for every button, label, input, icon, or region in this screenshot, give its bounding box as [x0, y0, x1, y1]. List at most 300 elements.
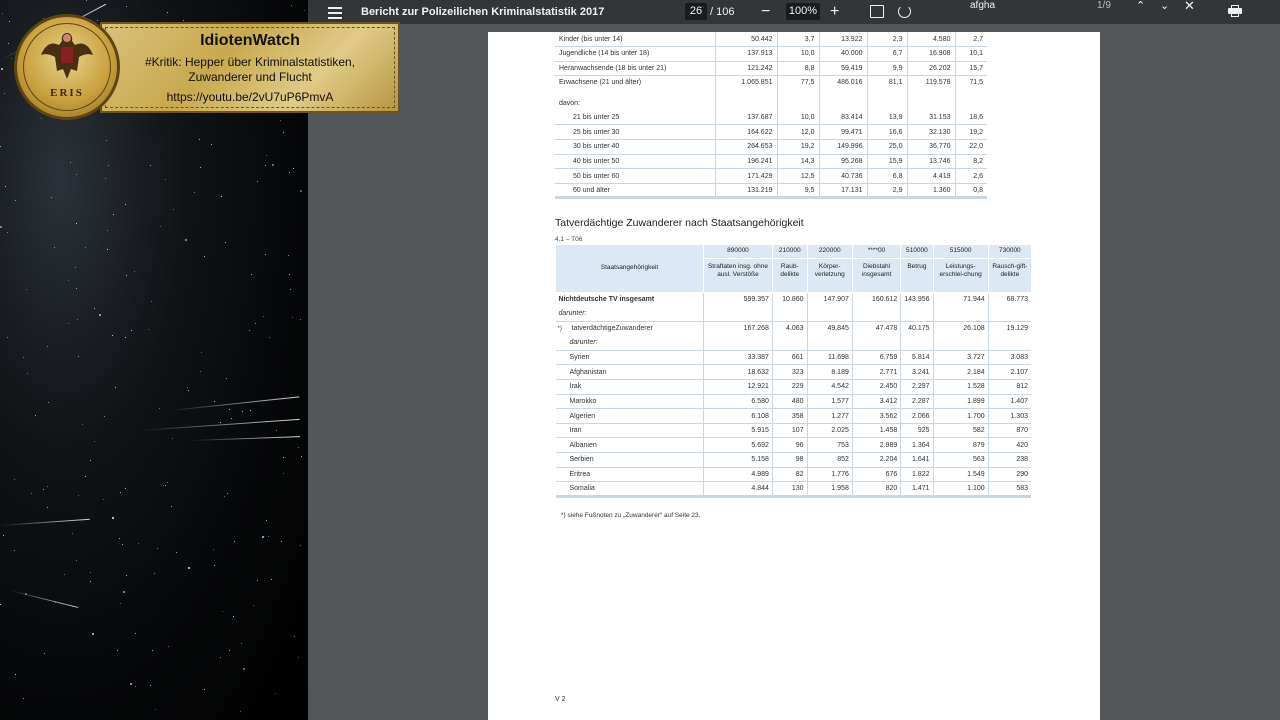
- star: [293, 168, 294, 169]
- table-cell: 18.632: [704, 365, 773, 380]
- table-cell: 599.357: [704, 292, 773, 307]
- table-cell: 9,9: [867, 61, 907, 76]
- table-row: [555, 125, 987, 140]
- table-cell: [715, 96, 777, 111]
- table-cell: 2.297: [901, 380, 933, 395]
- table-cell: 149.996: [819, 140, 867, 155]
- star: [257, 181, 258, 182]
- table-cell: 2.771: [852, 365, 900, 380]
- table-cell: 661: [772, 350, 807, 365]
- eris-logo: [14, 14, 120, 120]
- table-cell: [901, 307, 933, 322]
- star: [94, 308, 95, 309]
- star: [266, 155, 267, 156]
- star: [160, 226, 161, 227]
- document-title: Bericht zur Polizeilichen Kriminalstatistik 2017: [361, 6, 605, 18]
- star: [300, 319, 301, 320]
- star: [125, 488, 126, 489]
- star: [76, 174, 77, 175]
- table-cell: 22,0: [955, 140, 987, 155]
- row-label: Afghanistan: [556, 365, 704, 380]
- star: [227, 493, 228, 494]
- star: [112, 517, 114, 519]
- star: [48, 402, 49, 403]
- table-cell: [852, 307, 900, 322]
- table-cell: 10,0: [777, 110, 819, 125]
- table-cell: 96: [772, 438, 807, 453]
- star: [300, 545, 301, 546]
- find-close-icon[interactable]: ✕: [1184, 0, 1195, 13]
- star: [283, 473, 284, 474]
- footnote-marker: *): [557, 326, 562, 333]
- table-cell: 36.770: [907, 140, 955, 155]
- table-row: [555, 76, 987, 96]
- table-cell: 1.303: [988, 409, 1031, 424]
- table-cell: 137.913: [715, 47, 777, 62]
- table-cell: 13.922: [819, 32, 867, 47]
- star: [229, 409, 230, 410]
- table-row: [556, 467, 1032, 482]
- table-row: [555, 169, 987, 184]
- star: [265, 254, 266, 255]
- row-label: Irak: [556, 380, 704, 395]
- star: [214, 565, 215, 566]
- star: [167, 482, 168, 483]
- column-header: Diebstahl insgesamt: [852, 258, 900, 292]
- table-cell: 12,0: [777, 125, 819, 140]
- star: [85, 247, 86, 248]
- column-code: 515000: [933, 245, 988, 258]
- star: [301, 456, 302, 457]
- zoom-in-button[interactable]: +: [830, 3, 840, 20]
- star: [135, 633, 136, 634]
- star: [240, 711, 241, 712]
- table-cell: [867, 96, 907, 111]
- table-cell: 3.241: [901, 365, 933, 380]
- star: [233, 616, 234, 617]
- table-cell: 925: [901, 423, 933, 438]
- table-cell: [807, 336, 852, 351]
- table-cell: 1.776: [807, 467, 852, 482]
- table-cell: 31.153: [907, 110, 955, 125]
- star: [187, 387, 188, 388]
- page-number-input[interactable]: 26: [685, 3, 707, 20]
- star: [77, 319, 78, 320]
- column-code: 730000: [988, 245, 1031, 258]
- star: [294, 636, 295, 637]
- row-label: Kinder (bis unter 14): [555, 32, 715, 47]
- star: [194, 192, 195, 193]
- row-label: davon:: [559, 99, 581, 107]
- star: [176, 552, 177, 553]
- star: [188, 390, 189, 391]
- pdf-toolbar: [308, 0, 1280, 24]
- table-cell: 323: [772, 365, 807, 380]
- star: [47, 507, 48, 508]
- star: [283, 457, 284, 458]
- table-cell: 16,6: [867, 125, 907, 140]
- star: [226, 378, 227, 379]
- table-cell: [933, 336, 988, 351]
- star: [224, 496, 225, 497]
- star: [92, 633, 94, 635]
- table-cell: 486.016: [819, 76, 867, 96]
- row-label: Erwachsene (21 und älter): [559, 79, 642, 87]
- table-cell: [819, 96, 867, 111]
- star: [0, 226, 2, 228]
- table-row: [556, 321, 1032, 336]
- find-previous-icon[interactable]: ⌃: [1136, 0, 1146, 12]
- column-header: Körper-verletzung: [807, 258, 852, 292]
- star: [106, 140, 107, 141]
- table-cell: 19,2: [955, 125, 987, 140]
- table-row: [556, 409, 1032, 424]
- table-row: [556, 350, 1032, 365]
- table-cell: 2,9: [867, 183, 907, 198]
- zoom-input[interactable]: 100%: [786, 3, 820, 20]
- star: [15, 674, 16, 675]
- table-cell: 12.921: [704, 380, 773, 395]
- star: [15, 200, 16, 201]
- table-cell: 0,8: [955, 183, 987, 198]
- table-cell: 98: [772, 453, 807, 468]
- star: [188, 567, 190, 569]
- table-cell: 107: [772, 423, 807, 438]
- star: [253, 605, 254, 606]
- row-label: Nichtdeutsche TV insgesamt: [558, 296, 655, 304]
- table-cell: [907, 96, 955, 111]
- star: [64, 574, 65, 575]
- star: [14, 550, 15, 551]
- table-cell: [933, 307, 988, 322]
- table-cell: 852: [807, 453, 852, 468]
- table-cell: [901, 336, 933, 351]
- table-cell: 4.844: [704, 482, 773, 497]
- star: [276, 430, 277, 431]
- zoom-out-button[interactable]: −: [761, 3, 771, 20]
- star: [171, 506, 172, 507]
- row-label: darunter:: [556, 307, 704, 322]
- table-cell: 10,0: [777, 47, 819, 62]
- star: [90, 460, 91, 461]
- table-cell: 238: [988, 453, 1031, 468]
- star: [76, 288, 77, 289]
- eagle-figure-icon: [37, 27, 97, 85]
- table-cell: 131.219: [715, 183, 777, 198]
- star: [86, 0, 87, 1]
- star: [165, 485, 166, 486]
- table-cell: 1.364: [901, 438, 933, 453]
- star: [131, 330, 132, 331]
- table-cell: 1.700: [933, 409, 988, 424]
- table-cell: 33.387: [704, 350, 773, 365]
- star: [150, 165, 151, 166]
- table-cell: 2,6: [955, 169, 987, 184]
- table-row: [555, 32, 987, 47]
- star: [220, 422, 221, 423]
- star: [94, 441, 95, 442]
- table-cell: [777, 96, 819, 111]
- star: [107, 249, 108, 250]
- table-cell: 1.458: [852, 423, 900, 438]
- row-label-text: tatverdächtigeZuwanderer: [571, 325, 653, 333]
- table-cell: 2.204: [852, 453, 900, 468]
- table-row: [556, 307, 1032, 322]
- table-cell: 68.773: [988, 292, 1031, 307]
- star: [241, 643, 242, 644]
- table-cell: 1.577: [807, 394, 852, 409]
- star: [126, 575, 127, 576]
- column-code: 220000: [807, 245, 852, 258]
- table-row: [555, 110, 987, 125]
- star: [68, 280, 69, 281]
- star: [11, 58, 12, 59]
- table-cell: 1.277: [807, 409, 852, 424]
- star: [76, 223, 77, 224]
- star: [201, 352, 202, 353]
- star: [68, 323, 69, 324]
- star: [231, 418, 232, 419]
- logo-text: ERIS: [50, 87, 84, 99]
- star: [204, 689, 205, 690]
- table-cell: 2,3: [867, 32, 907, 47]
- rotate-icon[interactable]: [898, 5, 911, 18]
- star: [7, 337, 8, 338]
- table-cell: 164.622: [715, 125, 777, 140]
- star: [107, 230, 108, 231]
- table-row: [555, 47, 987, 62]
- table-cell: 77,5: [777, 76, 819, 96]
- star: [90, 581, 91, 582]
- star: [163, 485, 164, 486]
- row-label: darunter:: [556, 336, 704, 351]
- star: [234, 541, 235, 542]
- table-cell: 5.915: [704, 423, 773, 438]
- star: [26, 289, 27, 290]
- table-cell: 119.578: [907, 76, 955, 96]
- table-row: [556, 482, 1032, 497]
- star: [249, 330, 250, 331]
- star: [43, 489, 44, 490]
- table-cell: 8,2: [955, 154, 987, 169]
- star: [112, 335, 113, 336]
- star-streak: [10, 590, 78, 608]
- table-row: [555, 61, 987, 76]
- table-cell: 26.108: [933, 321, 988, 336]
- table-cell: 47.478: [852, 321, 900, 336]
- star: [122, 544, 123, 545]
- star: [125, 204, 126, 205]
- table-cell: 40.736: [819, 169, 867, 184]
- star: [292, 317, 293, 318]
- star: [199, 139, 200, 140]
- table-cell: 812: [988, 380, 1031, 395]
- star: [123, 591, 125, 593]
- star: [243, 668, 245, 670]
- table-cell: 137.687: [715, 110, 777, 125]
- star: [14, 479, 15, 480]
- table-cell: 290: [988, 467, 1031, 482]
- row-label: Jugendliche (14 bis unter 18): [555, 47, 715, 62]
- table-cell: 870: [988, 423, 1031, 438]
- star: [200, 167, 201, 168]
- star: [120, 492, 121, 493]
- star: [213, 549, 214, 550]
- star: [82, 424, 83, 425]
- star: [1, 68, 3, 70]
- footnote: *) siehe Fußnoten zu „Zuwanderer“ auf Seite 23.: [561, 512, 701, 519]
- table-row: [556, 365, 1032, 380]
- table-cell: 14,3: [777, 154, 819, 169]
- table-cell: 2.287: [901, 394, 933, 409]
- table-cell: 19,2: [777, 140, 819, 155]
- table-cell: 9,5: [777, 183, 819, 198]
- table-cell: 17.131: [819, 183, 867, 198]
- table-cell: 4.419: [907, 169, 955, 184]
- table-cell: 15,9: [867, 154, 907, 169]
- table-cell: 4.063: [772, 321, 807, 336]
- star: [154, 573, 155, 574]
- row-label: Iran: [556, 423, 704, 438]
- star: [104, 416, 105, 417]
- row-label: Syrien: [556, 350, 704, 365]
- star: [281, 541, 282, 542]
- find-result-count: 1/9: [1097, 0, 1111, 11]
- row-label: [556, 321, 704, 336]
- star-streak: [0, 519, 90, 526]
- star: [280, 120, 281, 121]
- star: [7, 232, 8, 233]
- star: [23, 357, 24, 358]
- table-cell: 5.814: [901, 350, 933, 365]
- table-cell: 81,1: [867, 76, 907, 96]
- find-input[interactable]: afgha: [970, 0, 996, 11]
- table-cell: [772, 307, 807, 322]
- star: [275, 693, 276, 694]
- table-cell: 160.612: [852, 292, 900, 307]
- table-cell: 676: [852, 467, 900, 482]
- table-cell: [772, 336, 807, 351]
- star: [200, 371, 201, 372]
- star: [204, 256, 205, 257]
- table-cell: 753: [807, 438, 852, 453]
- table-cell: 2.450: [852, 380, 900, 395]
- star: [126, 275, 127, 276]
- column-code: 510000: [901, 245, 933, 258]
- table-row: [555, 96, 987, 111]
- fit-page-icon[interactable]: [870, 5, 884, 18]
- table-cell: [988, 307, 1031, 322]
- table-cell: 10,1: [955, 47, 987, 62]
- table-cell: 59.419: [819, 61, 867, 76]
- find-next-icon[interactable]: ⌄: [1160, 0, 1170, 12]
- channel-name: IdiotenWatch: [200, 32, 300, 49]
- row-label: 60 und älter: [555, 183, 715, 198]
- row-label: Albanien: [556, 438, 704, 453]
- video-subtitle: [102, 55, 398, 85]
- table-row: [556, 292, 1032, 307]
- star: [135, 686, 136, 687]
- table-cell: 1.822: [901, 467, 933, 482]
- table-cell: 1.471: [901, 482, 933, 497]
- table-cell: 82: [772, 467, 807, 482]
- star: [105, 178, 106, 179]
- table-cell: 12,5: [777, 169, 819, 184]
- table-cell: 1.958: [807, 482, 852, 497]
- row-label: 30 bis unter 40: [555, 140, 715, 155]
- table-cell: 121.242: [715, 61, 777, 76]
- star: [119, 538, 120, 539]
- star: [159, 408, 160, 409]
- table-cell: 3.412: [852, 394, 900, 409]
- table-cell: 71,5: [955, 76, 987, 96]
- table-row: [556, 394, 1032, 409]
- subtitle-line: #Kritik: Hepper über Kriminalstatistiken,: [144, 55, 356, 69]
- table-cell: 83.414: [819, 110, 867, 125]
- star: [90, 572, 91, 573]
- channel-overlay: [14, 14, 400, 112]
- table-cell: 15,7: [955, 61, 987, 76]
- table-cell: 6.580: [704, 394, 773, 409]
- table-cell: 264.653: [715, 140, 777, 155]
- star: [44, 653, 45, 654]
- star: [103, 499, 104, 500]
- table-cell: 10.860: [772, 292, 807, 307]
- star: [262, 536, 264, 538]
- print-icon[interactable]: [1228, 5, 1242, 17]
- table-cell: 563: [933, 453, 988, 468]
- table-row: [555, 183, 987, 198]
- column-header: Betrug: [901, 258, 933, 292]
- star: [173, 209, 174, 210]
- star: [283, 132, 284, 133]
- star: [138, 543, 139, 544]
- star: [222, 611, 223, 612]
- column-header: Rausch-gift-delikte: [988, 258, 1031, 292]
- table-cell: 5.692: [704, 438, 773, 453]
- table-cell: 229: [772, 380, 807, 395]
- table-cell: 18,6: [955, 110, 987, 125]
- table-cell: 4.989: [704, 467, 773, 482]
- row-label: 25 bis unter 30: [555, 125, 715, 140]
- table-cell: 130: [772, 482, 807, 497]
- table-cell: 879: [933, 438, 988, 453]
- page-total: / 106: [710, 6, 735, 18]
- star: [5, 186, 6, 187]
- table-cell: 50.442: [715, 32, 777, 47]
- table-cell: [988, 336, 1031, 351]
- star: [120, 603, 121, 604]
- star: [263, 316, 264, 317]
- table-cell: 8,8: [777, 61, 819, 76]
- star-streak: [170, 396, 299, 411]
- table-cell: 1.065.851: [715, 76, 777, 96]
- table-cell: 1.641: [901, 453, 933, 468]
- star: [255, 323, 256, 324]
- table-cell: 2.066: [901, 409, 933, 424]
- table-cell: 16.908: [907, 47, 955, 62]
- table-row: [555, 154, 987, 169]
- row-label: 50 bis unter 60: [555, 169, 715, 184]
- star: [185, 239, 187, 241]
- star: [165, 179, 166, 180]
- table-cell: 4.542: [807, 380, 852, 395]
- table-cell: 49.845: [807, 321, 852, 336]
- star: [229, 650, 230, 651]
- star: [130, 683, 132, 685]
- star: [250, 410, 251, 411]
- star: [35, 415, 36, 416]
